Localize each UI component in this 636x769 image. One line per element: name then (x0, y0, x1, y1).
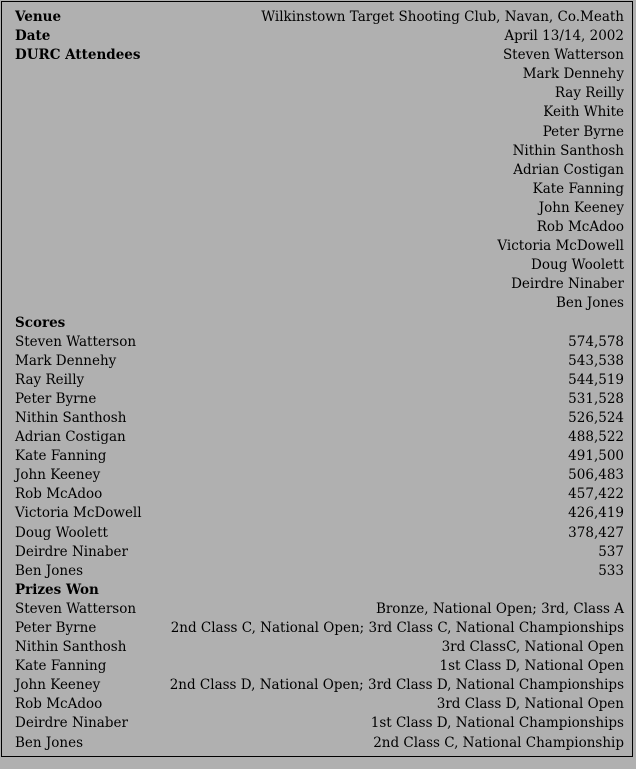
attendee-name: Kate Fanning (532, 180, 624, 197)
attendee-name: Doug Woolett (531, 257, 624, 274)
empty-cell (15, 142, 148, 161)
report-frame (1, 1, 633, 757)
prize-value: 1st Class D, National Open (439, 658, 624, 675)
score-name: Rob McAdoo (15, 486, 103, 503)
prize-value: 2nd Class C, National Championship (373, 734, 624, 751)
prize-row (15, 638, 624, 657)
attendee-row (15, 180, 624, 199)
prize-name: Rob McAdoo (15, 696, 103, 713)
score-row (15, 543, 624, 562)
prize-row (15, 734, 624, 753)
prize-value: Bronze, National Open; 3rd, Class A (375, 600, 624, 617)
score-name: Ray Reilly (15, 371, 85, 388)
score-value: 426,419 (568, 505, 624, 522)
venue-value: Wilkinstown Target Shooting Club, Navan, Co.Meath (261, 9, 624, 25)
empty-cell (15, 123, 148, 142)
score-row (15, 390, 624, 409)
score-name: Peter Byrne (15, 390, 97, 407)
empty-cell (148, 581, 624, 600)
prize-value: 1st Class D, National Championships (370, 715, 624, 732)
attendee-row (15, 199, 624, 218)
attendee-name: Rob McAdoo (536, 219, 624, 236)
score-row (15, 504, 624, 523)
attendees-label: DURC Attendees (15, 47, 141, 64)
attendee-name: Steven Watterson (502, 47, 624, 64)
prize-name: Peter Byrne (15, 620, 97, 636)
venue-label: Venue (15, 9, 62, 25)
prize-row (15, 695, 624, 714)
prize-value: 2nd Class D, National Open; 3rd Class D, National Championships (169, 677, 624, 694)
score-value: 574,578 (568, 333, 624, 350)
prize-name: Ben Jones (15, 734, 84, 751)
score-name: Victoria McDowell (15, 505, 142, 522)
attendee-name: John Keeney (538, 199, 624, 216)
score-row (15, 428, 624, 447)
attendee-name: Nithin Santhosh (512, 142, 624, 159)
score-value: 506,483 (568, 467, 624, 484)
attendee-row (15, 294, 624, 313)
attendee-row (15, 84, 624, 103)
attendee-row (15, 65, 624, 84)
attendee-row (15, 161, 624, 180)
date-value: April 13/14, 2002 (504, 28, 624, 45)
empty-cell (15, 294, 148, 313)
prize-row (15, 600, 624, 619)
score-name: Deirdre Ninaber (15, 543, 128, 560)
attendee-row (15, 218, 624, 237)
score-row (15, 352, 624, 371)
report-body (15, 8, 624, 753)
score-name: John Keeney (15, 467, 101, 484)
score-row (15, 447, 624, 466)
score-row (15, 409, 624, 428)
score-row (15, 485, 624, 504)
empty-cell (15, 84, 148, 103)
attendee-row (15, 103, 624, 122)
venue-row (15, 8, 624, 27)
score-name: Adrian Costigan (15, 429, 126, 446)
score-name: Doug Woolett (15, 524, 108, 541)
attendee-name: Peter Byrne (542, 123, 624, 140)
prize-value: 3rd ClassC, National Open (441, 639, 624, 656)
score-row (15, 333, 624, 352)
prizes-heading-row (15, 581, 624, 600)
empty-cell (15, 218, 148, 237)
attendee-name: Victoria McDowell (497, 238, 624, 255)
empty-cell (15, 65, 148, 84)
score-value: 378,427 (568, 524, 624, 541)
attendee-name: Ray Reilly (554, 85, 624, 102)
empty-cell (15, 256, 148, 275)
report-table (15, 8, 624, 753)
attendee-name: Mark Dennehy (522, 66, 624, 83)
prize-value: 2nd Class C, National Open; 3rd Class C, National Championships (170, 620, 624, 636)
score-value: 457,422 (568, 486, 624, 503)
empty-cell (148, 314, 624, 333)
score-name: Steven Watterson (15, 333, 137, 350)
attendee-row (15, 275, 624, 294)
attendee-row (15, 46, 624, 65)
score-value: 537 (598, 543, 624, 560)
attendee-row (15, 142, 624, 161)
prize-name: Nithin Santhosh (15, 639, 127, 656)
prize-row (15, 714, 624, 733)
prize-name: Steven Watterson (15, 600, 137, 617)
score-name: Ben Jones (15, 562, 84, 579)
score-row (15, 562, 624, 581)
scores-heading: Scores (15, 314, 66, 331)
score-value: 531,528 (568, 390, 624, 407)
date-label: Date (15, 28, 51, 45)
attendee-row (15, 123, 624, 142)
empty-cell (15, 103, 148, 122)
score-row (15, 371, 624, 390)
prizes-heading: Prizes Won (15, 581, 99, 598)
score-value: 544,519 (568, 371, 624, 388)
empty-cell (15, 275, 148, 294)
attendee-name: Adrian Costigan (513, 161, 624, 178)
scores-heading-row (15, 314, 624, 333)
date-row (15, 27, 624, 46)
score-name: Kate Fanning (15, 448, 107, 465)
prize-name: John Keeney (15, 677, 101, 694)
attendee-name: Keith White (543, 104, 624, 121)
score-name: Mark Dennehy (15, 352, 117, 369)
prize-row (15, 676, 624, 695)
score-value: 533 (598, 562, 624, 579)
prize-name: Kate Fanning (15, 658, 107, 675)
empty-cell (15, 180, 148, 199)
prize-row (15, 619, 624, 638)
empty-cell (15, 161, 148, 180)
prize-value: 3rd Class D, National Open (436, 696, 624, 713)
prize-name: Deirdre Ninaber (15, 715, 128, 732)
prize-row (15, 657, 624, 676)
empty-cell (15, 237, 148, 256)
score-value: 488,522 (568, 429, 624, 446)
attendee-row (15, 237, 624, 256)
attendee-row (15, 256, 624, 275)
score-name: Nithin Santhosh (15, 409, 127, 426)
score-row (15, 524, 624, 543)
attendee-name: Ben Jones (555, 295, 624, 312)
score-value: 543,538 (568, 352, 624, 369)
score-value: 526,524 (568, 409, 624, 426)
score-row (15, 466, 624, 485)
empty-cell (15, 199, 148, 218)
attendee-name: Deirdre Ninaber (511, 276, 624, 293)
score-value: 491,500 (568, 448, 624, 465)
